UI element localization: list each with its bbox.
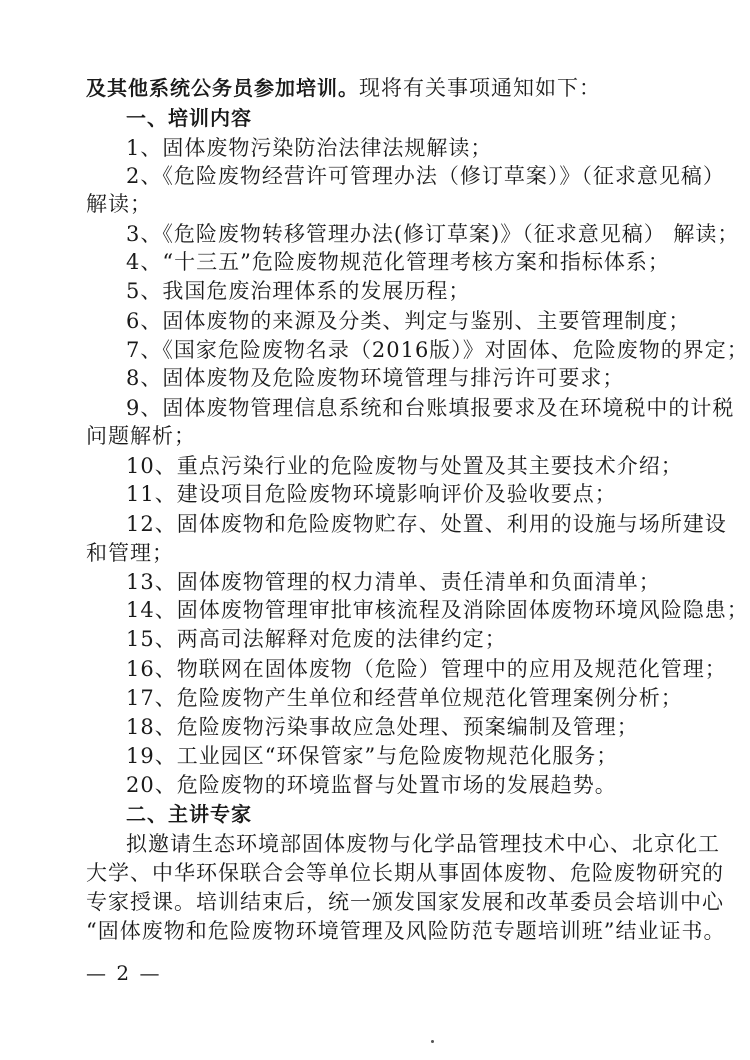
item-9-cont: 问题解析； — [86, 424, 196, 448]
item-9: 9、固体废物管理信息系统和台账填报要求及在环境税中的计税 — [126, 396, 735, 420]
item-12: 12、固体废物和危险废物贮存、处置、利用的设施与场所建设 — [126, 512, 727, 536]
item-8: 8、固体废物及危险废物环境管理与排污许可要求； — [126, 366, 625, 390]
intro-bold-text: 及其他系统公务员参加培训。 — [86, 76, 359, 100]
item-11: 11、建设项目危险废物环境影响评价及验收要点； — [126, 482, 617, 506]
section1-heading: 一、培训内容 — [126, 106, 252, 130]
item-20: 20、危险废物的环境监督与处置市场的发展趋势。 — [126, 773, 617, 797]
section2-para-line-4: “固体废物和危险废物环境管理及风险防范专题培训班”结业证书。 — [86, 919, 726, 943]
item-14: 14、固体废物管理审批审核流程及消除固体废物环境风险隐患； — [126, 598, 749, 622]
item-16: 16、物联网在固体废物（危险）管理中的应用及规范化管理； — [126, 657, 727, 681]
item-5: 5、我国危废治理体系的发展历程； — [126, 279, 471, 303]
item-15: 15、两高司法解释对危废的法律约定； — [126, 627, 507, 651]
item-3: 3、《危险废物转移管理办法(修订草案)》（征求意见稿） 解读； — [126, 222, 740, 246]
item-18: 18、危险废物污染事故应急处理、预案编制及管理； — [126, 715, 639, 739]
scan-speck — [431, 1040, 434, 1043]
item-10: 10、重点污染行业的危险废物与处置及其主要技术介绍； — [126, 454, 683, 478]
section2-para-line-2: 大学、中华环保联合会等单位长期从事固体废物、危险废物研究的 — [86, 861, 724, 885]
section2-para-line-1: 拟邀请生态环境部固体废物与化学品管理技术中心、北京化工 — [126, 832, 720, 856]
item-17: 17、危险废物产生单位和经营单位规范化管理案例分析； — [126, 686, 683, 710]
intro-line — [86, 72, 601, 104]
intro-text: 现将有关事项通知如下： — [359, 76, 601, 100]
section2-para-line-3: 专家授课。培训结束后，统一颁发国家发展和改革委员会培训中心 — [86, 890, 724, 914]
item-1: 1、固体废物污染防治法律法规解读； — [126, 136, 493, 160]
item-7: 7、《国家危险废物名录（2016版）》对固体、危险废物的界定； — [126, 338, 749, 362]
item-2: 2、《危险废物经营许可管理办法（修订草案）》（征求意见稿） — [126, 164, 725, 188]
item-2-cont: 解读； — [86, 192, 152, 216]
item-6: 6、固体废物的来源及分类、判定与鉴别、主要管理制度； — [126, 309, 691, 333]
item-13: 13、固体废物管理的权力清单、责任清单和负面清单； — [126, 570, 661, 594]
section2-heading: 二、主讲专家 — [126, 802, 252, 826]
item-19: 19、工业园区“环保管家”与危险废物规范化服务； — [126, 744, 619, 768]
page-number: — 2 — — [86, 961, 162, 985]
item-4: 4、“十三五”危险废物规范化管理考核方案和指标体系； — [126, 250, 670, 274]
item-12-cont: 和管理； — [86, 541, 174, 565]
